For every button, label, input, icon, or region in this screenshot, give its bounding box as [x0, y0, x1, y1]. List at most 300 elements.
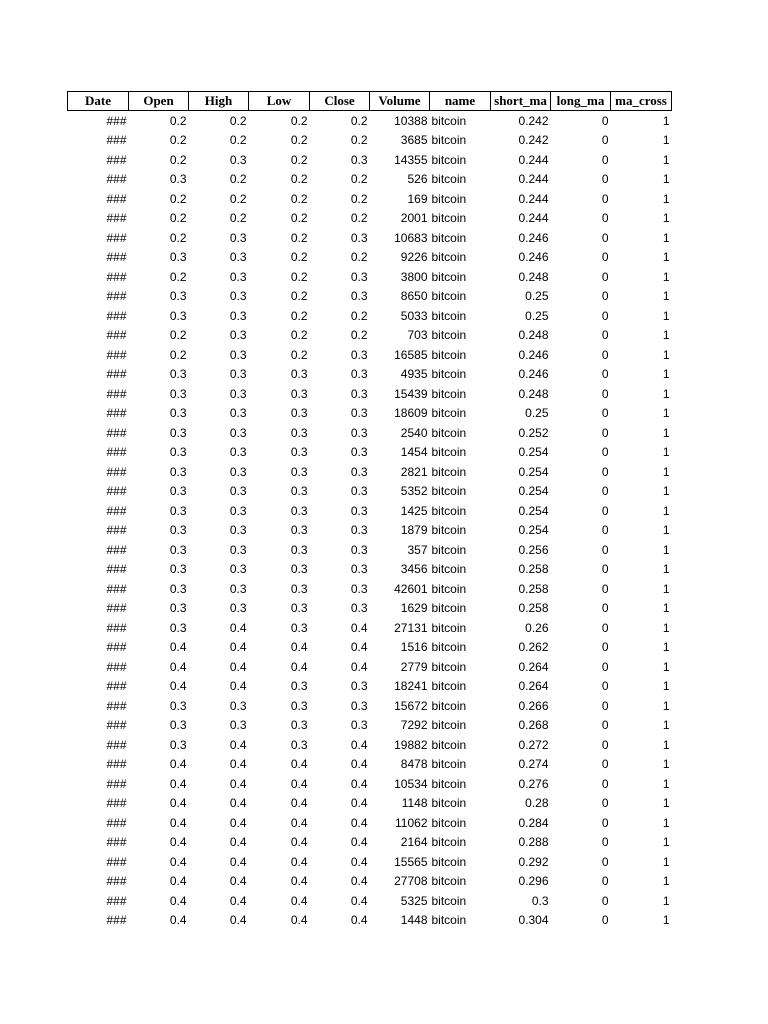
name-cell: bitcoin	[431, 289, 467, 304]
high-cell: 0.4	[229, 757, 247, 772]
date-cell: ###	[106, 152, 127, 167]
short-ma-cell: 0.262	[518, 640, 549, 655]
name-cell: bitcoin	[431, 308, 467, 323]
table-row	[68, 287, 672, 307]
name-cell: bitcoin	[431, 133, 467, 148]
close-cell: 0.3	[350, 581, 368, 596]
close-cell: 0.4	[350, 815, 368, 830]
open-cell: 0.4	[169, 913, 187, 928]
name-cell: bitcoin	[431, 484, 467, 499]
low-cell: 0.3	[290, 601, 308, 616]
low-cell: 0.2	[290, 347, 308, 362]
open-cell: 0.3	[169, 308, 187, 323]
long-ma-cell: 0	[601, 640, 609, 655]
date-cell: ###	[106, 191, 127, 206]
volume-cell: 1629	[400, 601, 428, 616]
open-cell: 0.3	[169, 601, 187, 616]
date-cell: ###	[106, 913, 127, 928]
high-cell: 0.2	[229, 113, 247, 128]
volume-cell: 16585	[394, 347, 428, 362]
high-cell: 0.3	[229, 328, 247, 343]
close-cell: 0.3	[350, 425, 368, 440]
low-cell: 0.3	[290, 581, 308, 596]
header-open: Open	[129, 92, 189, 111]
close-cell: 0.3	[350, 484, 368, 499]
short-ma-cell: 0.244	[518, 211, 549, 226]
low-cell: 0.2	[290, 230, 308, 245]
date-cell: ###	[106, 815, 127, 830]
low-cell: 0.2	[290, 328, 308, 343]
long-ma-cell: 0	[601, 659, 609, 674]
close-cell: 0.3	[350, 289, 368, 304]
open-cell: 0.4	[169, 893, 187, 908]
ma-cross-cell: 1	[662, 152, 670, 167]
table-row	[68, 696, 672, 716]
high-cell: 0.4	[229, 620, 247, 635]
table-row	[68, 189, 672, 209]
table-row	[68, 833, 672, 853]
date-cell: ###	[106, 113, 127, 128]
volume-cell: 2164	[400, 835, 428, 850]
low-cell: 0.3	[290, 386, 308, 401]
low-cell: 0.3	[290, 523, 308, 538]
volume-cell: 3685	[400, 133, 428, 148]
date-cell: ###	[106, 464, 127, 479]
date-cell: ###	[106, 874, 127, 889]
long-ma-cell: 0	[601, 523, 609, 538]
ma-cross-cell: 1	[662, 796, 670, 811]
short-ma-cell: 0.292	[518, 854, 549, 869]
long-ma-cell: 0	[601, 367, 609, 382]
name-cell: bitcoin	[431, 425, 467, 440]
ma-cross-cell: 1	[662, 854, 670, 869]
volume-cell: 7292	[400, 718, 428, 733]
name-cell: bitcoin	[431, 406, 467, 421]
ma-cross-cell: 1	[662, 172, 670, 187]
date-cell: ###	[106, 679, 127, 694]
name-cell: bitcoin	[431, 835, 467, 850]
volume-cell: 27131	[394, 620, 428, 635]
table-row	[68, 891, 672, 911]
short-ma-cell: 0.25	[525, 308, 549, 323]
open-cell: 0.4	[169, 854, 187, 869]
close-cell: 0.3	[350, 503, 368, 518]
header-row	[68, 92, 672, 111]
long-ma-cell: 0	[601, 289, 609, 304]
open-cell: 0.2	[169, 113, 187, 128]
volume-cell: 15439	[394, 386, 428, 401]
short-ma-cell: 0.256	[518, 542, 549, 557]
low-cell: 0.2	[290, 308, 308, 323]
close-cell: 0.4	[350, 874, 368, 889]
table-row	[68, 150, 672, 170]
high-cell: 0.3	[229, 250, 247, 265]
high-cell: 0.3	[229, 386, 247, 401]
table-row	[68, 794, 672, 814]
low-cell: 0.2	[290, 191, 308, 206]
low-cell: 0.3	[290, 698, 308, 713]
high-cell: 0.3	[229, 367, 247, 382]
date-cell: ###	[106, 445, 127, 460]
ma-cross-cell: 1	[662, 406, 670, 421]
table-row	[68, 872, 672, 892]
close-cell: 0.3	[350, 698, 368, 713]
header-high: High	[189, 92, 249, 111]
close-cell: 0.4	[350, 835, 368, 850]
close-cell: 0.2	[350, 172, 368, 187]
close-cell: 0.4	[350, 776, 368, 791]
open-cell: 0.3	[169, 386, 187, 401]
close-cell: 0.3	[350, 386, 368, 401]
table-row	[68, 131, 672, 151]
name-cell: bitcoin	[431, 640, 467, 655]
high-cell: 0.4	[229, 640, 247, 655]
short-ma-cell: 0.248	[518, 386, 549, 401]
high-cell: 0.3	[229, 503, 247, 518]
short-ma-cell: 0.246	[518, 230, 549, 245]
volume-cell: 2821	[400, 464, 428, 479]
long-ma-cell: 0	[601, 815, 609, 830]
close-cell: 0.3	[350, 679, 368, 694]
short-ma-cell: 0.242	[518, 113, 549, 128]
open-cell: 0.3	[169, 289, 187, 304]
ma-cross-cell: 1	[662, 328, 670, 343]
open-cell: 0.3	[169, 503, 187, 518]
ma-cross-cell: 1	[662, 484, 670, 499]
open-cell: 0.2	[169, 328, 187, 343]
open-cell: 0.2	[169, 347, 187, 362]
low-cell: 0.4	[290, 776, 308, 791]
open-cell: 0.3	[169, 445, 187, 460]
table-body	[68, 111, 672, 931]
name-cell: bitcoin	[431, 503, 467, 518]
long-ma-cell: 0	[601, 250, 609, 265]
ma-cross-cell: 1	[662, 464, 670, 479]
volume-cell: 3456	[400, 562, 428, 577]
short-ma-cell: 0.244	[518, 152, 549, 167]
long-ma-cell: 0	[601, 211, 609, 226]
table-row	[68, 579, 672, 599]
long-ma-cell: 0	[601, 113, 609, 128]
table-row	[68, 774, 672, 794]
high-cell: 0.2	[229, 133, 247, 148]
ma-cross-cell: 1	[662, 445, 670, 460]
table-row	[68, 735, 672, 755]
open-cell: 0.3	[169, 367, 187, 382]
long-ma-cell: 0	[601, 893, 609, 908]
name-cell: bitcoin	[431, 347, 467, 362]
name-cell: bitcoin	[431, 523, 467, 538]
close-cell: 0.2	[350, 211, 368, 226]
open-cell: 0.2	[169, 191, 187, 206]
volume-cell: 9226	[400, 250, 428, 265]
volume-cell: 703	[407, 328, 428, 343]
high-cell: 0.4	[229, 835, 247, 850]
table-row	[68, 443, 672, 463]
long-ma-cell: 0	[601, 874, 609, 889]
open-cell: 0.3	[169, 620, 187, 635]
date-cell: ###	[106, 250, 127, 265]
table-row	[68, 384, 672, 404]
header-ma-cross: ma_cross	[611, 92, 672, 111]
low-cell: 0.3	[290, 484, 308, 499]
header-date: Date	[68, 92, 129, 111]
date-cell: ###	[106, 211, 127, 226]
ma-cross-cell: 1	[662, 757, 670, 772]
low-cell: 0.3	[290, 718, 308, 733]
name-cell: bitcoin	[431, 815, 467, 830]
low-cell: 0.3	[290, 542, 308, 557]
ma-cross-cell: 1	[662, 679, 670, 694]
open-cell: 0.3	[169, 542, 187, 557]
volume-cell: 1879	[400, 523, 428, 538]
table-row	[68, 521, 672, 541]
date-cell: ###	[106, 854, 127, 869]
table-row	[68, 267, 672, 287]
low-cell: 0.2	[290, 269, 308, 284]
header-short-ma: short_ma	[491, 92, 551, 111]
ma-cross-cell: 1	[662, 523, 670, 538]
close-cell: 0.4	[350, 659, 368, 674]
short-ma-cell: 0.264	[518, 659, 549, 674]
low-cell: 0.3	[290, 464, 308, 479]
open-cell: 0.4	[169, 659, 187, 674]
volume-cell: 14355	[394, 152, 428, 167]
long-ma-cell: 0	[601, 425, 609, 440]
header-name: name	[430, 92, 491, 111]
volume-cell: 18609	[394, 406, 428, 421]
high-cell: 0.3	[229, 484, 247, 499]
name-cell: bitcoin	[431, 698, 467, 713]
long-ma-cell: 0	[601, 718, 609, 733]
close-cell: 0.3	[350, 718, 368, 733]
open-cell: 0.3	[169, 523, 187, 538]
name-cell: bitcoin	[431, 328, 467, 343]
short-ma-cell: 0.26	[525, 620, 549, 635]
high-cell: 0.3	[229, 269, 247, 284]
high-cell: 0.3	[229, 542, 247, 557]
high-cell: 0.4	[229, 815, 247, 830]
high-cell: 0.3	[229, 698, 247, 713]
date-cell: ###	[106, 406, 127, 421]
volume-cell: 10683	[394, 230, 428, 245]
low-cell: 0.2	[290, 172, 308, 187]
table-row	[68, 404, 672, 424]
date-cell: ###	[106, 347, 127, 362]
date-cell: ###	[106, 835, 127, 850]
high-cell: 0.3	[229, 152, 247, 167]
ma-cross-cell: 1	[662, 835, 670, 850]
ma-cross-cell: 1	[662, 250, 670, 265]
long-ma-cell: 0	[601, 152, 609, 167]
volume-cell: 11062	[395, 815, 428, 830]
volume-cell: 169	[407, 191, 428, 206]
date-cell: ###	[106, 718, 127, 733]
table-row	[68, 560, 672, 580]
date-cell: ###	[106, 230, 127, 245]
high-cell: 0.4	[229, 776, 247, 791]
short-ma-cell: 0.248	[518, 269, 549, 284]
high-cell: 0.4	[229, 854, 247, 869]
volume-cell: 1448	[400, 913, 428, 928]
name-cell: bitcoin	[431, 230, 467, 245]
low-cell: 0.4	[290, 854, 308, 869]
high-cell: 0.4	[229, 659, 247, 674]
date-cell: ###	[106, 172, 127, 187]
close-cell: 0.2	[350, 308, 368, 323]
volume-cell: 2779	[400, 659, 428, 674]
low-cell: 0.4	[290, 757, 308, 772]
ma-cross-cell: 1	[662, 698, 670, 713]
short-ma-cell: 0.254	[518, 484, 549, 499]
low-cell: 0.4	[290, 835, 308, 850]
long-ma-cell: 0	[601, 776, 609, 791]
volume-cell: 2540	[400, 425, 428, 440]
date-cell: ###	[106, 757, 127, 772]
high-cell: 0.3	[229, 581, 247, 596]
open-cell: 0.3	[169, 737, 187, 752]
close-cell: 0.3	[350, 347, 368, 362]
close-cell: 0.3	[350, 601, 368, 616]
long-ma-cell: 0	[601, 464, 609, 479]
table-row	[68, 423, 672, 443]
volume-cell: 4935	[400, 367, 428, 382]
open-cell: 0.3	[169, 250, 187, 265]
date-cell: ###	[106, 367, 127, 382]
high-cell: 0.3	[229, 445, 247, 460]
high-cell: 0.3	[229, 425, 247, 440]
open-cell: 0.4	[169, 796, 187, 811]
table-row	[68, 209, 672, 229]
long-ma-cell: 0	[601, 503, 609, 518]
ma-cross-cell: 1	[662, 289, 670, 304]
short-ma-cell: 0.288	[518, 835, 549, 850]
name-cell: bitcoin	[431, 269, 467, 284]
name-cell: bitcoin	[431, 854, 467, 869]
open-cell: 0.3	[169, 581, 187, 596]
high-cell: 0.4	[229, 679, 247, 694]
ma-cross-cell: 1	[662, 542, 670, 557]
table-row	[68, 111, 672, 131]
spreadsheet-page	[67, 91, 672, 930]
name-cell: bitcoin	[431, 191, 467, 206]
low-cell: 0.2	[290, 133, 308, 148]
date-cell: ###	[106, 386, 127, 401]
short-ma-cell: 0.246	[518, 367, 549, 382]
ma-cross-cell: 1	[662, 308, 670, 323]
low-cell: 0.3	[290, 425, 308, 440]
date-cell: ###	[106, 289, 127, 304]
date-cell: ###	[106, 893, 127, 908]
ma-cross-cell: 1	[662, 191, 670, 206]
long-ma-cell: 0	[601, 406, 609, 421]
close-cell: 0.4	[350, 796, 368, 811]
open-cell: 0.3	[169, 406, 187, 421]
short-ma-cell: 0.246	[518, 250, 549, 265]
long-ma-cell: 0	[601, 328, 609, 343]
table-header	[68, 92, 672, 111]
open-cell: 0.4	[169, 874, 187, 889]
open-cell: 0.3	[169, 484, 187, 499]
short-ma-cell: 0.258	[518, 601, 549, 616]
date-cell: ###	[106, 523, 127, 538]
open-cell: 0.4	[169, 815, 187, 830]
short-ma-cell: 0.254	[518, 464, 549, 479]
low-cell: 0.2	[290, 113, 308, 128]
date-cell: ###	[106, 796, 127, 811]
long-ma-cell: 0	[601, 757, 609, 772]
low-cell: 0.4	[290, 796, 308, 811]
volume-cell: 18241	[394, 679, 428, 694]
long-ma-cell: 0	[601, 347, 609, 362]
long-ma-cell: 0	[601, 133, 609, 148]
long-ma-cell: 0	[601, 854, 609, 869]
table-row	[68, 599, 672, 619]
short-ma-cell: 0.258	[518, 581, 549, 596]
ma-cross-cell: 1	[662, 913, 670, 928]
volume-cell: 1148	[401, 796, 428, 811]
name-cell: bitcoin	[431, 386, 467, 401]
ma-cross-cell: 1	[662, 815, 670, 830]
close-cell: 0.4	[350, 854, 368, 869]
short-ma-cell: 0.242	[518, 133, 549, 148]
table-row	[68, 170, 672, 190]
name-cell: bitcoin	[431, 172, 467, 187]
date-cell: ###	[106, 640, 127, 655]
high-cell: 0.3	[229, 347, 247, 362]
low-cell: 0.4	[290, 874, 308, 889]
table-row	[68, 638, 672, 658]
high-cell: 0.3	[229, 308, 247, 323]
low-cell: 0.2	[290, 250, 308, 265]
volume-cell: 27708	[394, 874, 428, 889]
short-ma-cell: 0.304	[518, 913, 549, 928]
short-ma-cell: 0.252	[518, 425, 549, 440]
ma-cross-cell: 1	[662, 133, 670, 148]
volume-cell: 1425	[400, 503, 428, 518]
long-ma-cell: 0	[601, 484, 609, 499]
close-cell: 0.2	[350, 113, 368, 128]
date-cell: ###	[106, 659, 127, 674]
table-row	[68, 540, 672, 560]
long-ma-cell: 0	[601, 230, 609, 245]
high-cell: 0.3	[229, 464, 247, 479]
table-row	[68, 501, 672, 521]
name-cell: bitcoin	[431, 152, 467, 167]
volume-cell: 15672	[394, 698, 428, 713]
name-cell: bitcoin	[431, 893, 467, 908]
low-cell: 0.3	[290, 445, 308, 460]
open-cell: 0.2	[169, 269, 187, 284]
close-cell: 0.4	[350, 893, 368, 908]
open-cell: 0.3	[169, 425, 187, 440]
ma-cross-cell: 1	[662, 776, 670, 791]
close-cell: 0.3	[350, 152, 368, 167]
short-ma-cell: 0.276	[518, 776, 549, 791]
header-long-ma: long_ma	[551, 92, 611, 111]
name-cell: bitcoin	[431, 601, 467, 616]
long-ma-cell: 0	[601, 698, 609, 713]
date-cell: ###	[106, 308, 127, 323]
close-cell: 0.3	[350, 562, 368, 577]
close-cell: 0.3	[350, 230, 368, 245]
ma-cross-cell: 1	[662, 737, 670, 752]
name-cell: bitcoin	[431, 659, 467, 674]
short-ma-cell: 0.254	[518, 445, 549, 460]
short-ma-cell: 0.266	[518, 698, 549, 713]
ma-cross-cell: 1	[662, 562, 670, 577]
low-cell: 0.4	[290, 659, 308, 674]
